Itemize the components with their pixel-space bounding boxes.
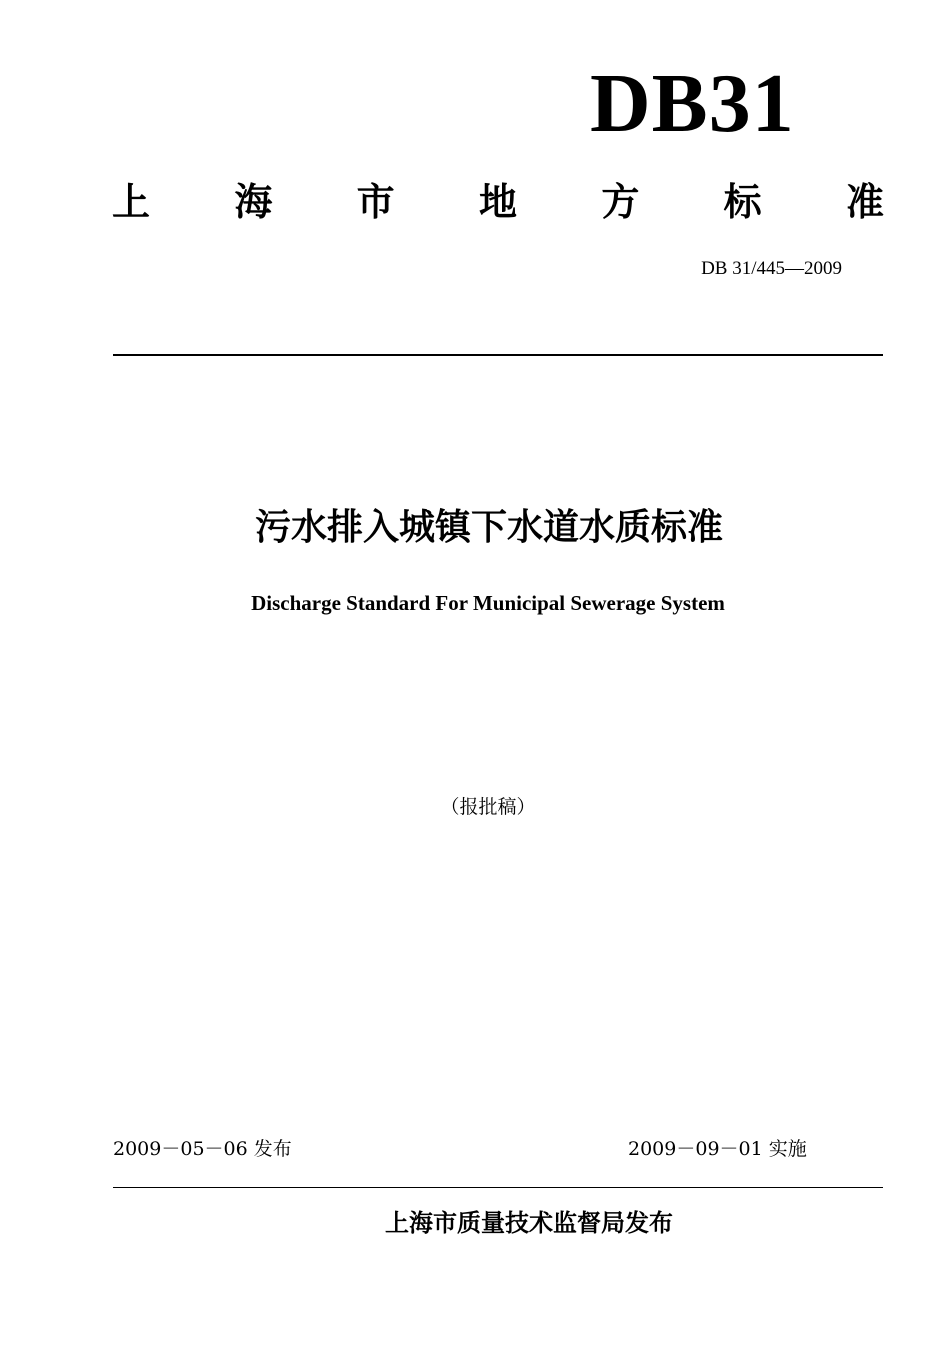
standard-type-heading (112, 176, 884, 228)
publisher-line: 上海市质量技术监督局发布 (385, 1209, 673, 1237)
document-title-chinese: 污水排入城镇下水道水质标准 (254, 507, 723, 548)
standard-type-char: 准 (845, 180, 884, 224)
standard-type-char: 海 (234, 180, 273, 224)
bottom-divider (113, 1187, 883, 1188)
effective-date: 2009－09－01 实施 (628, 1138, 807, 1160)
standard-type-char: 标 (723, 180, 762, 224)
issue-date: 2009－05－06 发布 (113, 1138, 292, 1160)
standard-number: DB 31/445—2009 (701, 258, 842, 279)
standard-type-char: 方 (601, 180, 640, 224)
document-title-english: Discharge Standard For Municipal Sewerage System (251, 591, 725, 615)
standard-type-char: 地 (478, 180, 517, 224)
standard-code: DB31 (590, 57, 795, 150)
standard-type-char: 市 (356, 180, 395, 224)
draft-status-note: （报批稿） (440, 796, 536, 818)
top-divider (113, 354, 883, 356)
standard-type-char: 上 (112, 180, 151, 224)
